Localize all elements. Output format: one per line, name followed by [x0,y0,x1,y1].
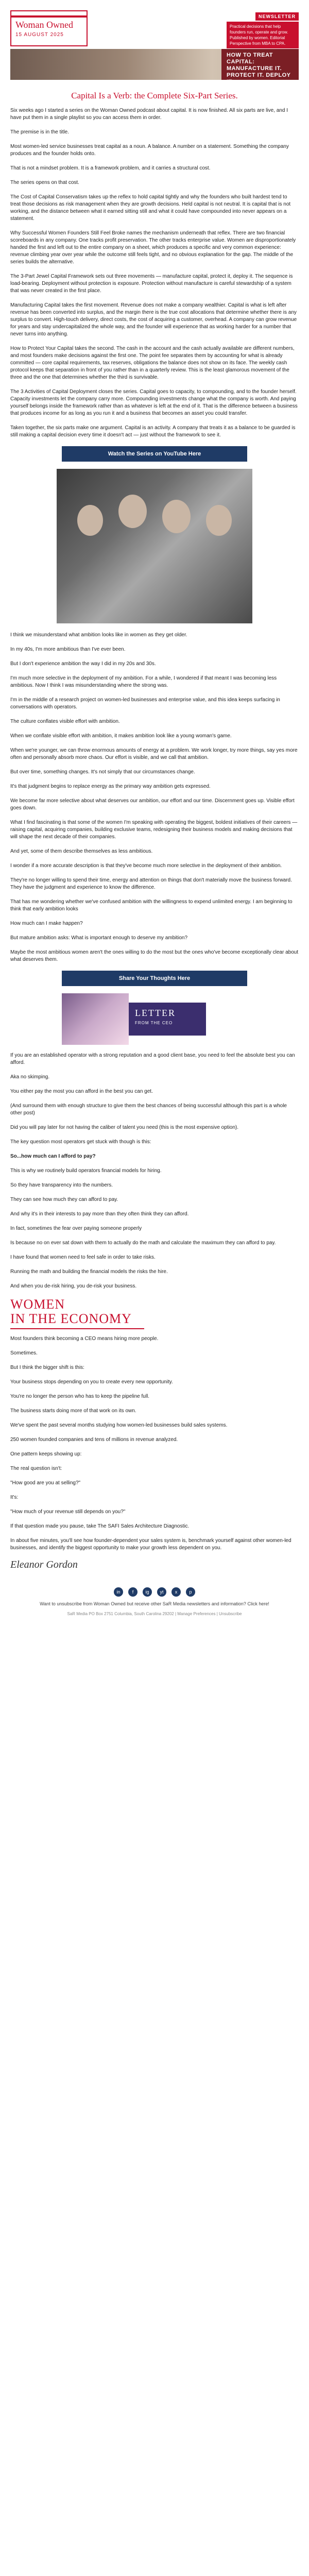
paragraph: But I don't experience ambition the way I did in my 20s and 30s. [10,661,156,667]
footer-address: SaR Media PO Box 2751 Columbia, South Carolina 29202 | Manage Preferences | Unsubscribe [67,1612,242,1616]
paragraph: 250 women founded companies and tens of millions in revenue analyzed. [10,1437,178,1443]
paragraph: This is why we routinely build operators financial models for hiring. [10,1168,162,1174]
paragraph: In about five minutes, you'll see how founder-dependent your sales system is, benchmark yourself against other women-led businesses, and identify the biggest opportunity to make your growth less dependent on you. [10,1538,291,1551]
paragraph: If you are an established operator with a strong reputation and a good client base, you need to feel the absolute best you can afford. [10,1053,295,1065]
person-shape [206,505,232,536]
share-thoughts-button[interactable]: Share Your Thoughts Here [62,971,247,986]
paragraph: The real question isn't: [10,1466,62,1471]
paragraph: "How good are you at selling?" [10,1480,81,1486]
paragraph: The key question most operators get stuck with though is this: [10,1139,151,1145]
signature: Eleanor Gordon [10,1559,78,1570]
paragraph: In fact, sometimes the fear over paying someone properly [10,1226,142,1231]
linkedin-icon[interactable]: in [114,1587,123,1597]
paragraph: Did you will pay later for not having the caliber of talent you need (this is the most expensive option). [10,1125,239,1130]
paragraph: I'm much more selective in the deployment of my ambition. For a while, I wondered if that meant I was becoming less ambitious. Now I think I was misunderstanding where the strong was. [10,675,277,688]
hero-image [10,49,299,85]
paragraph: Most founders think becoming a CEO means hiring more people. [10,1336,159,1342]
paragraph: How to Protect Your Capital takes the second. The cash in the account and the cash actually available are different numbers, and most founders make decisions against the first one. The point fee separates them by accounting for what is already committed — core capital requirements, tax reserves, obligations the balance does not show on its face. The weekly cash protocol keeps that separation in front of you rather than in a quarterly review. This is the least glamorous movement of the three and the one that determines whether the third is survivable. [10,346,295,380]
facebook-icon[interactable]: f [128,1587,138,1597]
youtube-icon[interactable]: yt [157,1587,166,1597]
person-shape [77,505,103,536]
paragraph: The premise is in the title. [10,129,69,135]
paragraph: Your business stops depending on you to create every new opportunity. [10,1379,173,1385]
hero-overlay-text: HOW TO TREAT CAPITAL: MANUFACTURE IT. PROTECT IT. DEPLOY IT. [221,49,299,80]
paragraph: I wonder if a more accurate description is that they've become much more selective in the deployment of their ambition. [10,863,282,869]
group-photo [57,469,252,623]
paragraph: The 3-Part Jewel Capital Framework sets out three movements — manufacture capital, protect it, deploy it. The sequence is load-bearing. Deployment without protection is exposure. Protection without manufacture is careful stewardship of a system that was never created in the first place. [10,274,293,294]
paragraph: Sometimes. [10,1350,38,1356]
paragraph: So they have transparency into the numbers. [10,1182,113,1188]
person-shape [118,495,147,528]
paragraph: Running the math and building the financial models the risks the hire. [10,1269,168,1275]
paragraph: We've spent the past several months studying how women-led businesses build sales systems. [10,1422,228,1428]
issue-date: 15 AUGUST 2025 [15,32,64,38]
paragraph: The business starts doing more of that work on its own. [10,1408,136,1414]
paragraph: The culture conflates visible effort with ambition. [10,719,120,724]
wie-line-1: WOMEN [10,1297,65,1312]
paragraph: Taken together, the six parts make one argument. Capital is an activity. A company that treats it as a balance to be guarded is still making a capital decision every time it doesn't act — just without the framework to see it. [10,425,296,438]
paragraph: And when you de-risk hiring, you de-risk your business. [10,1283,137,1289]
paragraph: Most women-led service businesses treat capital as a noun. A balance. A number on a statement. Something the company produces and the founder holds onto. [10,144,289,157]
paragraph: And why it's in their interests to pay more than they often think they can afford. [10,1211,189,1217]
x-icon[interactable]: x [171,1587,181,1597]
paragraph: So...how much can I afford to pay? [10,1154,96,1159]
brand-title: Woman Owned [15,20,74,30]
paragraph: The Cost of Capital Conservatism takes up the reflex to hold capital tightly and why the founders who built hardest tend to treat those decisions as risk management when they are growth decisions. Held capital is not neutral. It is capital that is not working, and the distance between what it earned sitting still and what it could have compounded into never appears on a statement. [10,194,291,222]
paragraph: But I think the bigger shift is this: [10,1365,84,1370]
newsletter-header [0,0,309,85]
paragraph: You either pay the most you can afford in the best you can get. [10,1089,153,1094]
paragraph: In my 40s, I'm more ambitious than I've ever been. [10,647,126,652]
paragraph: But over time, something changes. It's not simply that our circumstances change. [10,769,195,775]
instagram-icon[interactable]: ig [143,1587,152,1597]
paragraph: Aka no skimping. [10,1074,50,1080]
paragraph: I have found that women need to feel safe in order to take risks. [10,1255,156,1260]
main-content [0,91,309,1571]
paragraph: That is not a mindset problem. It is a framework problem, and it carries a structural cost. [10,165,211,171]
paragraph: Maybe the most ambitious women aren't the ones willing to do the most but the ones who've become exceptionally clear about what deserves them. [10,950,299,962]
paragraph: They're no longer willing to spend their time, energy and attention on things that don't materially move the business forward. They have the judgment and experience to know the difference. [10,877,292,890]
paragraph: What I find fascinating is that some of the women I'm speaking with operating the biggest, boldest initiatives of their careers — raising capital, acquiring companies, building exclusive teams, redesigning their business models and making decisions that will shape the next decade of their companies. [10,820,298,840]
paragraph: How much can I make happen? [10,921,83,926]
paragraph: They can see how much they can afford to pay. [10,1197,118,1202]
paragraph: Manufacturing Capital takes the first movement. Revenue does not make a company wealthier. Capital is what is left after revenue has been converted into surplus, and the margin there is the true cost allocations that determine whether there is any surplus to convert. High-touch delivery, direct costs, the cost of acquiring a customer, overhead. A company can grow revenue for years and stay undercapitalized the whole way, and the founder will experience that as working harder for a number that never turns into anything. [10,302,297,337]
paragraph: The 3 Activities of Capital Deployment closes the series. Capital goes to capacity, to compounding, and to the founder herself. Capacity investments let the company carry more. Compounding investments change what the company is worth. And paying yourself belongs inside the framework rather than as whatever is left at the end of it. That is the difference between a business that produces income for as long as you run it and a business that becomes an asset you could transfer. [10,389,298,416]
newsletter-tag: NEWSLETTER [255,12,299,21]
paragraph: But mature ambition asks: What is important enough to deserve my ambition? [10,935,188,941]
paragraph: It's that judgment begins to replace energy as the primary way ambition gets expressed. [10,784,211,789]
paragraph: That has me wondering whether we've confused ambition with the willingness to expend unlimited energy. I am beginning to think that early ambition looks [10,899,293,912]
social-links [10,1587,299,1597]
brand-logo[interactable] [10,10,88,46]
letter-title: LETTER [135,1008,176,1018]
paragraph: We become far more selective about what deserves our ambition, our effort and our time. Discernment goes up. Visible effort goes down. [10,798,295,811]
paragraph: The series opens on that cost. [10,180,79,185]
paragraph: And yet, some of them describe themselves as less ambitious. [10,849,153,854]
header-description: Practical decisions that help founders run, operate and grow. Published by women. Editorial Perspective from MBA to CPA. [227,22,299,48]
paragraph: I think we misunderstand what ambition looks like in women as they get older. [10,632,187,638]
series-title: Capital Is a Verb: the Complete Six-Part Series. [71,91,238,100]
wie-line-2: IN THE ECONOMY [10,1311,132,1326]
diagnostic-link-paragraph[interactable]: If that question made you pause, take The SAFI Sales Architecture Diagnostic. [10,1523,190,1529]
brand-bar [11,15,87,18]
paragraph: It's: [10,1495,19,1500]
watch-series-button[interactable]: Watch the Series on YouTube Here [62,446,247,462]
ceo-photo [62,993,129,1045]
footer [0,1579,309,1632]
paragraph: You're no longer the person who has to keep the pipeline full. [10,1394,150,1399]
paragraph: (And surround them with enough structure to give them the best chances of being successful although this part is a whole other post) [10,1103,287,1116]
unsubscribe-note[interactable]: Want to unsubscribe from Woman Owned but receive other SaR Media newsletters and information? Click here! [40,1601,269,1606]
letter-banner [10,993,299,1045]
women-in-economy-heading [10,1297,299,1329]
paragraph: One pattern keeps showing up: [10,1451,82,1457]
person-shape [162,500,191,533]
paragraph: "How much of your revenue still depends on you?" [10,1509,126,1515]
paragraph: I'm in the middle of a research project on women-led businesses and enterprise value, and this idea keeps surfacing in conversations with operators. [10,697,280,710]
letter-tag [129,1003,206,1036]
paragraph: Is because no on ever sat down with them to actually do the math and calculate the maximum they can afford to pay. [10,1240,276,1246]
paragraph: Why Successful Women Founders Still Feel Broke names the mechanism underneath that reflex. There are two financial scoreboards in any company. One tracks profit preservation. The other tracks enterprise value. Women are disproportionately handed the first and left out to the entire company on a sheet, which produces a specific and very common experience: revenue climbing year over year while the outcome still feels tight, and no obvious explanation for the gap. The middle of the series builds the alternative. [10,230,296,265]
pinterest-icon[interactable]: p [186,1587,195,1597]
letter-subtitle: FROM THE CEO [135,1021,173,1025]
paragraph: When we're younger, we can throw enormous amounts of energy at a problem. We work longer, try more things, say yes more often and personally absorb more chaos. Our effort is visible, and we call that ambition. [10,748,298,760]
paragraph: When we conflate visible effort with ambition, it makes ambition look like a young woman's game. [10,733,232,739]
divider [10,1328,144,1329]
paragraph: Six weeks ago I started a series on the Woman Owned podcast about capital. It is now finished. All six parts are live, and I have put them in a single playlist so you can access them in order. [10,108,288,121]
